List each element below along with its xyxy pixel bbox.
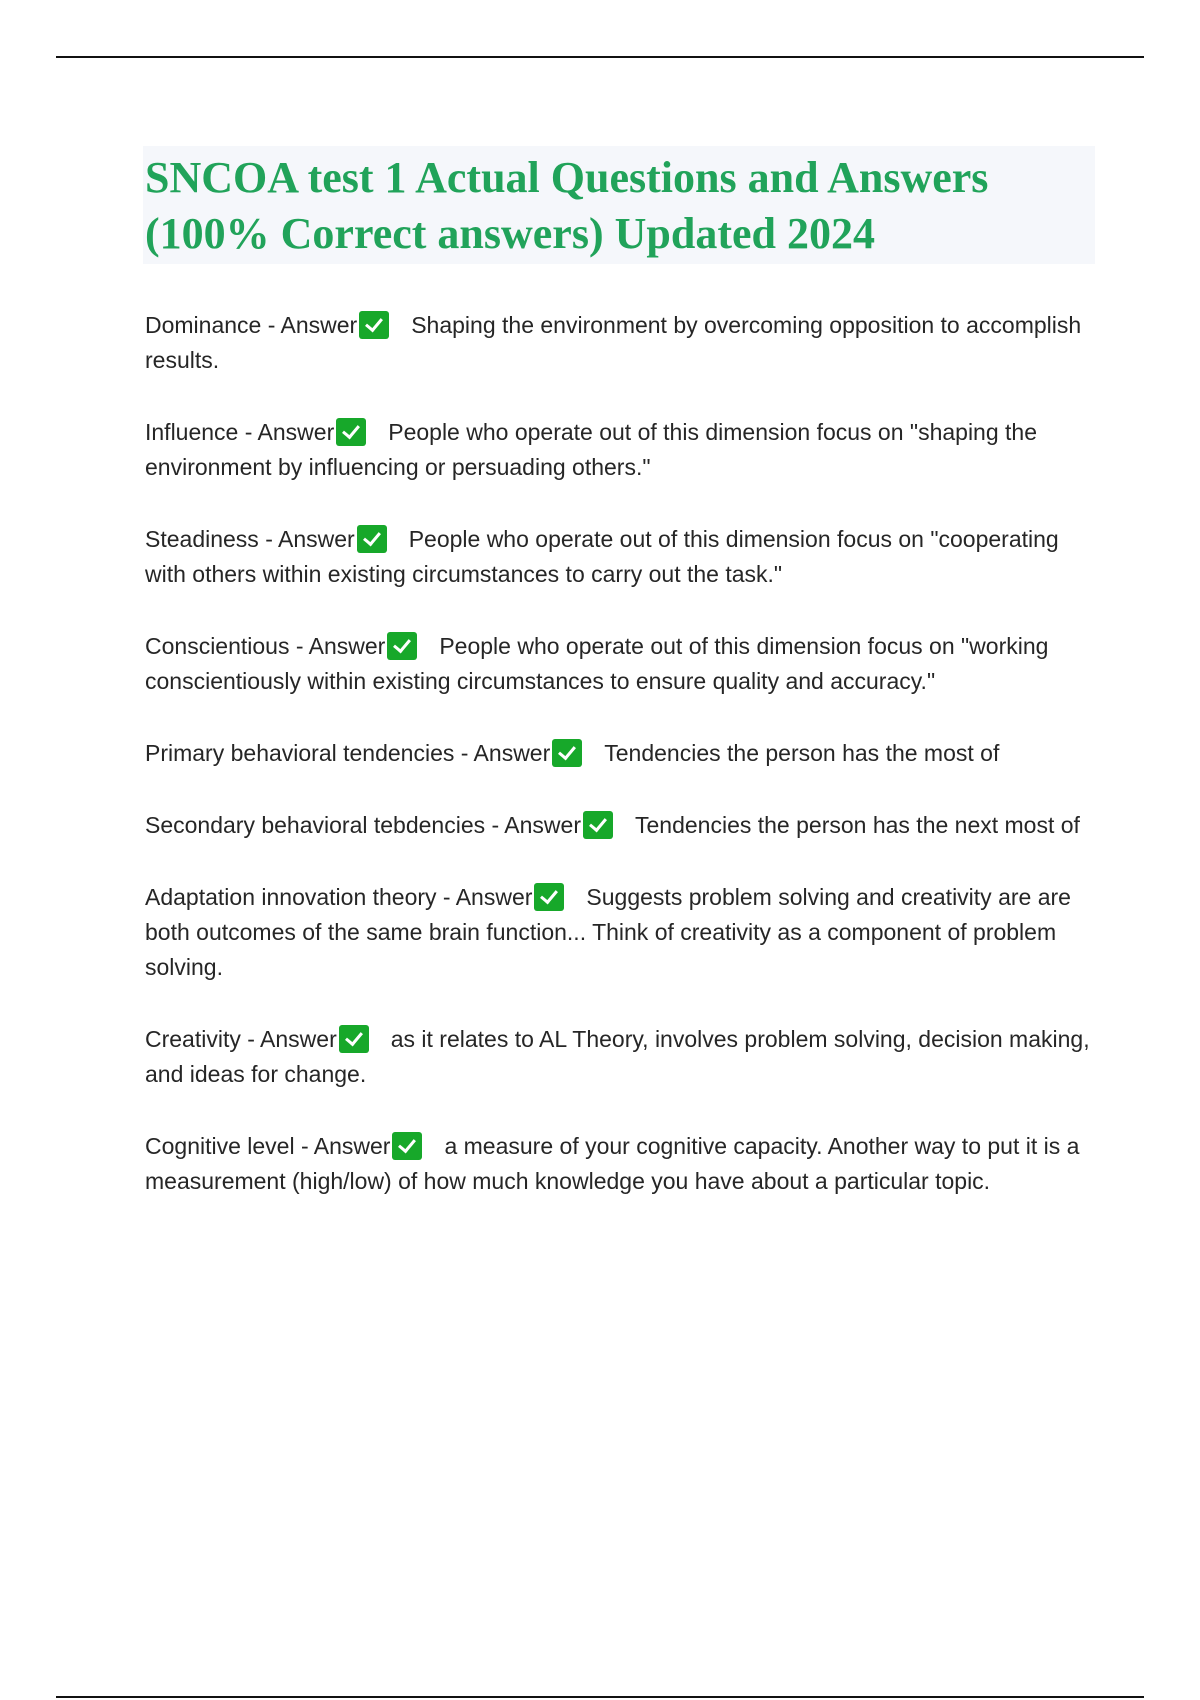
qa-answer: as it relates to AL Theory, involves problem solving, decision making, and ideas for change. xyxy=(145,1026,1090,1087)
qa-answer: a measure of your cognitive capacity. Another way to put it is a measurement (high/low) of how much knowledge you have about a particular topic. xyxy=(145,1133,1080,1194)
check-mark-icon xyxy=(387,632,417,660)
check-mark-icon xyxy=(357,525,387,553)
answer-label: - Answer xyxy=(289,633,386,659)
qa-term: Influence xyxy=(145,419,239,445)
qa-item-conscientious xyxy=(145,629,1095,699)
check-mark-icon xyxy=(552,739,582,767)
answer-label: - Answer xyxy=(294,1133,391,1159)
check-mark-icon xyxy=(534,883,564,911)
qa-answer: Tendencies the person has the most of xyxy=(604,740,1000,766)
qa-item-primary-tendencies xyxy=(145,736,1095,771)
qa-answer: People who operate out of this dimension focus on "shaping the environment by influencing or persuading others." xyxy=(145,419,1037,480)
bottom-rule xyxy=(56,1696,1144,1698)
check-mark-icon xyxy=(339,1025,369,1053)
title-box xyxy=(143,146,1095,264)
top-rule xyxy=(56,56,1144,58)
answer-label: - Answer xyxy=(238,419,335,445)
answer-label: - Answer xyxy=(485,812,581,838)
qa-term: Secondary behavioral tebdencies xyxy=(145,812,486,838)
qa-item-cognitive-level xyxy=(145,1129,1095,1199)
qa-item-dominance xyxy=(145,308,1095,378)
qa-answer: People who operate out of this dimension focus on "cooperating with others within existing circumstances to carry out the task." xyxy=(145,526,1059,587)
check-mark-icon xyxy=(583,811,613,839)
qa-item-steadiness xyxy=(145,522,1095,592)
answer-label: - Answer xyxy=(240,1026,337,1052)
qa-list xyxy=(145,308,1095,1199)
qa-answer: Tendencies the person has the next most of xyxy=(635,812,1080,838)
document-title: SNCOA test 1 Actual Questions and Answers (100% Correct answers) Updated 2024 xyxy=(145,153,989,258)
qa-answer: Shaping the environment by overcoming opposition to accomplish results. xyxy=(145,312,1082,373)
answer-label: - Answer xyxy=(436,884,533,910)
qa-term: Adaptation innovation theory xyxy=(145,884,437,910)
qa-answer: People who operate out of this dimension focus on "working conscientiously within existing circumstances to ensure quality and accuracy." xyxy=(145,633,1049,694)
check-mark-icon xyxy=(336,418,366,446)
qa-item-adaptation-innovation-theory xyxy=(145,880,1095,985)
qa-term: Creativity xyxy=(145,1026,241,1052)
qa-term: Steadiness xyxy=(145,526,259,552)
check-mark-icon xyxy=(359,311,389,339)
qa-item-influence xyxy=(145,415,1095,485)
qa-term: Primary behavioral tendencies xyxy=(145,740,455,766)
qa-item-creativity xyxy=(145,1022,1095,1092)
check-mark-icon xyxy=(392,1132,422,1160)
answer-label: - Answer xyxy=(261,312,358,338)
qa-answer: Suggests problem solving and creativity are are both outcomes of the same brain function... Think of creativity as a component of problem solving. xyxy=(145,884,1071,980)
qa-term: Conscientious xyxy=(145,633,290,659)
qa-item-secondary-tendencies xyxy=(145,808,1095,843)
answer-label: - Answer xyxy=(454,740,551,766)
answer-label: - Answer xyxy=(258,526,355,552)
qa-term: Cognitive level xyxy=(145,1133,295,1159)
qa-term: Dominance xyxy=(145,312,262,338)
document-page xyxy=(145,146,1095,1236)
